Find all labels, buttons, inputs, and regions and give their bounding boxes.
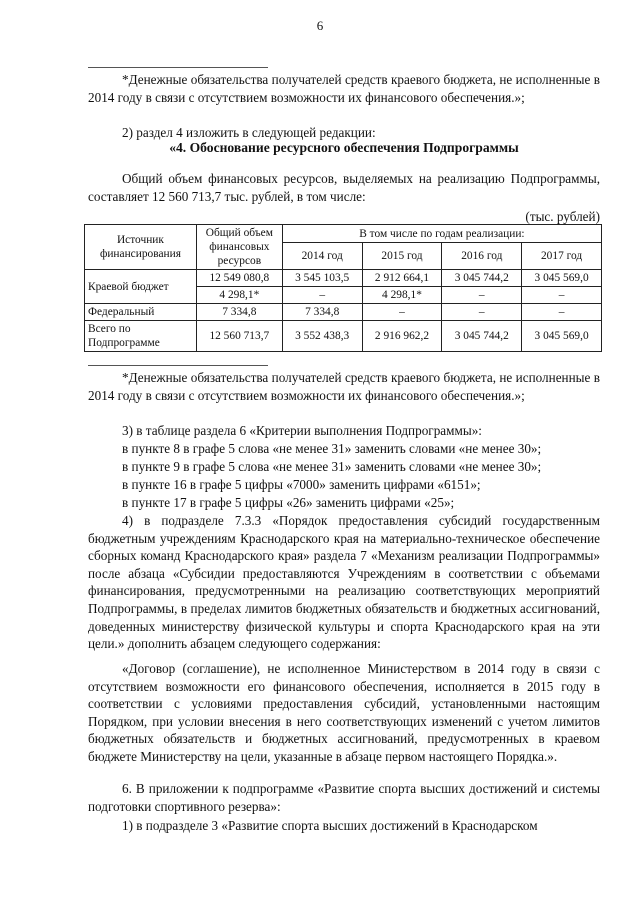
header-2014: 2014 год (282, 243, 362, 270)
footnote-bottom: *Денежные обязательства получателей средств краевого бюджета, не исполненные в 2014 году в связи с отсутствием возможности их финансового обеспечения.»; (88, 370, 600, 403)
paragraph-item-6: 6. В приложении к подпрограмме «Развитие спорта высших достижений и системы подготовки спортивного резерва»: (88, 781, 600, 814)
row-label: Всего по Подпрограмме (85, 321, 197, 352)
table-cell: – (362, 304, 442, 321)
row-label: Краевой бюджет (85, 270, 197, 304)
quote-text: «Договор (соглашение), не исполненное Министерством в 2014 году в связи с отсутствием возможности его финансового обеспечения, исполняется в 2015 году в соответствии с условиями предоставления субсидий, установленными настоящим Порядком, при условии внесения в него соответствующих изменений с учетом лимитов бюджетных обязательств и бюджетных ассигнований, предусмотренных в краевом бюджете Министерству на цели, указанные в абзаце первом настоящего Порядка.». (88, 661, 600, 764)
header-including: В том числе по годам реализации: (282, 225, 601, 243)
resources-table (84, 224, 602, 352)
header-2015: 2015 год (362, 243, 442, 270)
section-heading: «4. Обоснование ресурсного обеспечения Подпрограммы (169, 140, 519, 155)
table-cell: 2 916 962,2 (362, 321, 442, 352)
table-cell: 12 549 080,8 (196, 270, 282, 287)
table-header-row (85, 225, 602, 243)
table-row (85, 270, 602, 287)
header-2017: 2017 год (522, 243, 602, 270)
table-cell: – (522, 287, 602, 304)
paragraph-item-3a: в пункте 8 в графе 5 слова «не менее 31» заменить словами «не менее 30»; (122, 441, 542, 456)
table-cell: 3 045 569,0 (522, 270, 602, 287)
page-number: 6 (316, 18, 324, 33)
paragraph-item-3d: в пункте 17 в графе 5 цифры «26» заменить цифрами «25»; (122, 495, 455, 510)
paragraph-intro: Общий объем финансовых ресурсов, выделяемых на реализацию Подпрограммы, составляет 12 560 713,7 тыс. рублей, в том числе: (88, 171, 600, 204)
table-cell: – (442, 304, 522, 321)
units-label: (тыс. рублей) (525, 209, 600, 224)
paragraph-item-3b: в пункте 9 в графе 5 слова «не менее 31» заменить словами «не менее 30»; (122, 459, 542, 474)
table-cell: – (282, 287, 362, 304)
table-cell: 3 552 438,3 (282, 321, 362, 352)
table-cell: 2 912 664,1 (362, 270, 442, 287)
paragraph-item-3c: в пункте 16 в графе 5 цифры «7000» заменить цифрами «6151»; (122, 477, 481, 492)
table-cell: 7 334,8 (196, 304, 282, 321)
footnote-rule-bottom (88, 365, 268, 366)
paragraph-item-3: 3) в таблице раздела 6 «Критерии выполнения Подпрограммы»: (122, 423, 482, 438)
table-cell: 7 334,8 (282, 304, 362, 321)
paragraph-quote (88, 660, 600, 766)
row-label: Федеральный (85, 304, 197, 321)
table-cell: 3 045 744,2 (442, 321, 522, 352)
table-cell: 3 045 569,0 (522, 321, 602, 352)
footnote-top: *Денежные обязательства получателей средств краевого бюджета, не исполненные в 2014 году в связи с отсутствием возможности их финансового обеспечения.»; (88, 72, 600, 105)
header-source: Источник финансирования (85, 225, 197, 270)
table-cell: 4 298,1* (196, 287, 282, 304)
table-cell: 3 045 744,2 (442, 270, 522, 287)
footnote-rule-top (88, 67, 268, 68)
header-2016: 2016 год (442, 243, 522, 270)
table-cell: – (522, 304, 602, 321)
table-row (85, 304, 602, 321)
paragraph-item-6-1: 1) в подразделе 3 «Развитие спорта высших достижений в Краснодарском (122, 818, 538, 833)
table-cell: – (442, 287, 522, 304)
table-row (85, 321, 602, 352)
header-total: Общий объем финансовых ресурсов (196, 225, 282, 270)
table-cell: 12 560 713,7 (196, 321, 282, 352)
paragraph-item-2: 2) раздел 4 изложить в следующей редакции: (122, 125, 376, 140)
table-cell: 3 545 103,5 (282, 270, 362, 287)
paragraph-item-4: 4) в подразделе 7.3.3 «Порядок предоставления субсидий государственным бюджетным учреждениям Краснодарского края на материально-техническое обеспечение сборных команд Краснодарского края» раздела 7 «Механизм реализации Подпрограммы» после абзаца «Субсидии предоставляются Учреждениям в соответствии с объемами финансирования, предусмотренными на реализацию соответствующих мероприятий Подпрограммы, в пределах лимитов бюджетных обязательств и бюджетных ассигнований, доведенных министерству физической культуры и спорта Краснодарского края на эти цели.» дополнить абзацем следующего содержания: (88, 513, 600, 652)
table-cell: 4 298,1* (362, 287, 442, 304)
